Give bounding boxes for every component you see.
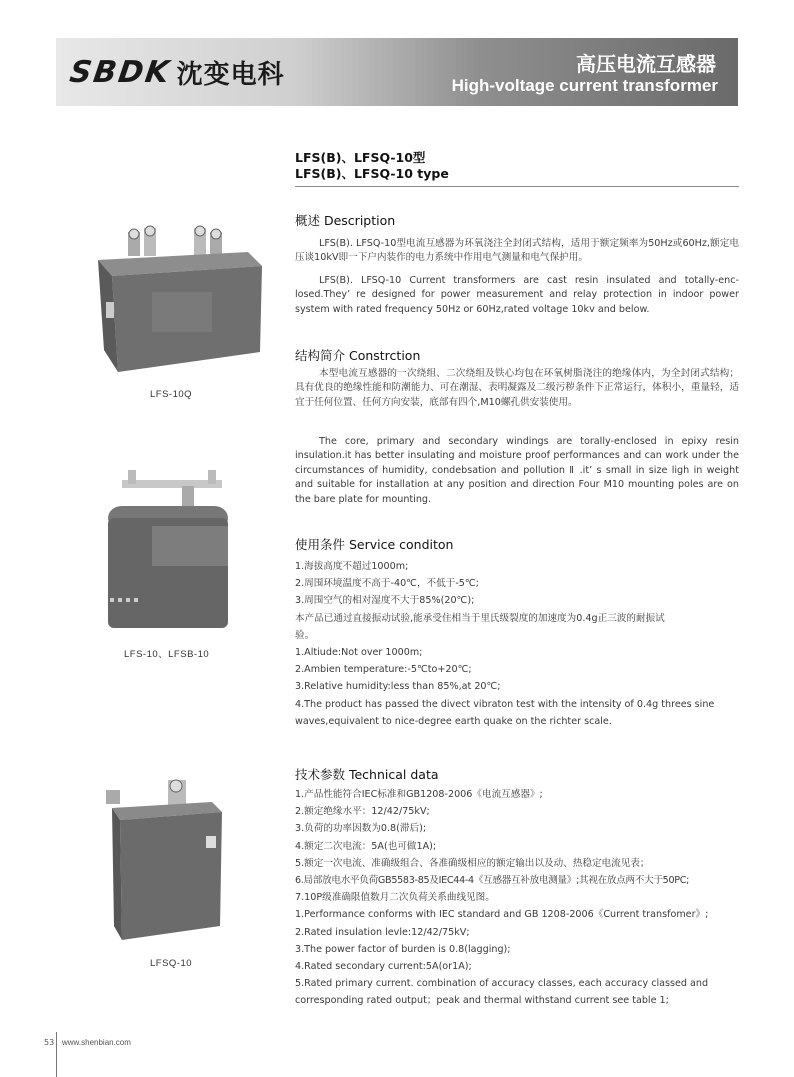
list-item: 2.额定绝缘水平：12/42/75kV; <box>295 806 430 818</box>
service-list <box>295 558 745 730</box>
model-title <box>295 150 449 182</box>
description-heading: 概述 Description <box>295 213 396 228</box>
page-number: 53 <box>44 1038 55 1047</box>
product-image-lfs-10q <box>92 222 264 382</box>
list-item: 2.Rated insulation levle:12/42/75kV; <box>295 926 470 938</box>
list-item: 4.The product has passed the divect vibraton test with the intensity of 0.4g threes sine waves,equivalent to nice-degree earth quake on the richter scale. <box>295 698 715 727</box>
list-item: 3.周围空气的相对湿度不大于85%(20℃); <box>295 595 475 607</box>
list-item: 1.Altiude:Not over 1000m; <box>295 647 423 659</box>
list-item: 本产品已通过直接振动试验,能承受住相当于里氏级裂度的加速度为0.4g正三波的耐振试验。 <box>295 612 665 641</box>
list-item: 3.负荷的功率因数为0.8(滞后); <box>295 823 427 835</box>
product-image-lfs-10 <box>104 470 236 638</box>
technical-heading: 技术参数 Technical data <box>295 767 439 782</box>
list-item: 1.产品性能符合IEC标准和GB1208-2006《电流互感器》; <box>295 789 543 800</box>
construction-en: The core, primary and secondary windings are torally-enclosed in epixy resin insulation.it has better insulating and moisture proof performances and can work under the circumstances of humidity, condebsation and pollution Ⅱ .it’ s small in size ligh in weight and suitable for installation at any position and direction Four M10 mounting poles are on the bare plate for mounting. <box>295 436 739 505</box>
list-item: 1.Performance conforms with IEC standard and GB 1208-2006《Current transfomer》; <box>295 909 709 921</box>
header-title-en: High-voltage current transformer <box>451 76 718 95</box>
product-image-lfsq-10 <box>96 776 226 946</box>
caption-lfs-10-lfsb-10: LFS-10、LFSB-10 <box>124 649 210 660</box>
footer-url: www.shenbian.com <box>62 1038 131 1047</box>
description-en: LFS(B). LFSQ-10 Current transformers are cast resin insulated and totally-enc-losed.They’ re designed for power measurement and relay protection in indoor power system with rated frequency 50Hz or 60Hz,rated voltage 10kv and below. <box>295 275 739 315</box>
caption-lfs-10q: LFS-10Q <box>150 389 193 400</box>
header-bar <box>56 38 738 106</box>
list-item: 7.10P级准确限值数月二次负荷关系曲线见图。 <box>295 892 495 904</box>
caption-lfsq-10: LFSQ-10 <box>150 958 193 969</box>
brand-logo <box>67 54 285 91</box>
footer-divider <box>56 1032 57 1077</box>
description-cn: LFS(B). LFSQ-10型电流互感器为环氧浇注全封闭式结构，适用于额定频率为50Hz或60Hz,额定电压谈10kV即一下户内装作的电力系统中作用电气测量和电气保护用。 <box>295 238 739 264</box>
title-divider <box>295 186 739 187</box>
list-item: 4.额定二次电流：5A(也可做1A); <box>295 840 437 852</box>
list-item: 3.The power factor of burden is 0.8(lagging); <box>295 943 511 955</box>
logo-latin: SBDK <box>67 55 174 90</box>
service-heading: 使用条件 Service conditon <box>295 537 454 552</box>
list-item: 2.周围环境温度不高于-40℃，不低于-5℃; <box>295 578 479 590</box>
construction-cn: 本型电流互感器的一次绕组、二次绕组及铁心均包在环氧树脂浇注的绝缘体内，为全封闭式结构；具有优良的绝缘性能和防潮能力、可在潮湿、表明凝露及二级污秽条件下正常运行，体积小，重量轻，适宜于任何位置、任何方向安装，底部有四个,M10螺孔供安装使用。 <box>295 368 739 408</box>
construction-heading: 结构简介 Constrction <box>295 348 421 363</box>
list-item: 5.Rated primary current. combination of accuracy classes, each accuracy classed and corresponding rated output；peak and thermal withstand current see table 1; <box>295 978 709 1007</box>
list-item: 1.海拔高度不超过1000m; <box>295 561 409 572</box>
list-item: 5.额定一次电流、准确级组合、各准确级相应的额定输出以及动、热稳定电流见表； <box>295 857 650 869</box>
logo-chinese: 沈变电科 <box>176 60 285 90</box>
technical-list <box>295 786 745 1010</box>
list-item: 6.局部放电水平负荷GB5583-85及IEC44-4《互感器互补放电测量》;其视在放点两不大于50PC; <box>295 875 690 887</box>
list-item: 3.Relative humidity:less than 85%,at 20℃; <box>295 681 501 693</box>
header-title-cn: 高压电流互感器 <box>576 52 716 76</box>
list-item: 2.Ambien temperature:-5℃to+20℃; <box>295 664 472 676</box>
list-item: 4.Rated secondary current:5A(or1A); <box>295 961 472 973</box>
model-title-en: LFS(B)、LFSQ-10 type <box>295 166 449 181</box>
model-title-cn: LFS(B)、LFSQ-10型 <box>295 150 426 165</box>
